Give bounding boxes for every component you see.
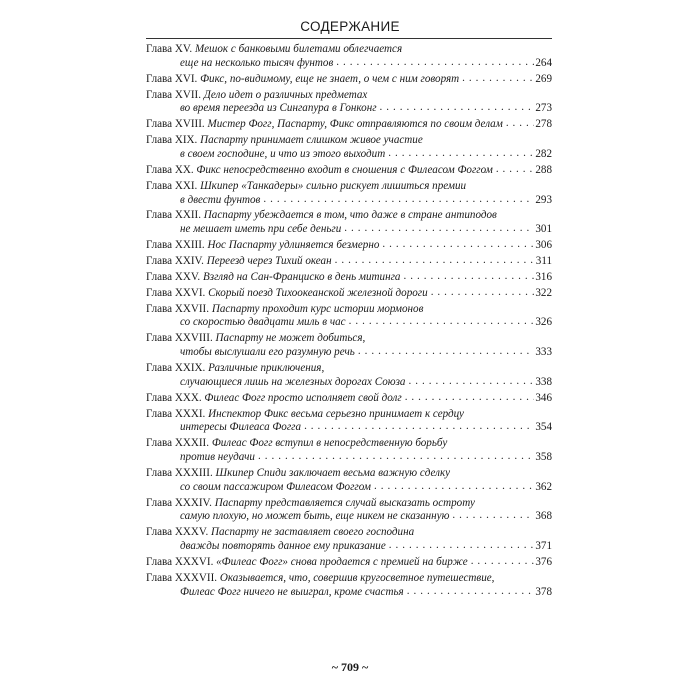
page-number: ~ 709 ~ bbox=[331, 660, 369, 674]
chapter-page-number: 293 bbox=[535, 193, 552, 206]
chapter-title: Паспарту не заставляет своего господина bbox=[211, 526, 415, 539]
dot-leader bbox=[336, 56, 534, 70]
chapter-page-number: 288 bbox=[535, 163, 552, 176]
toc-entry bbox=[146, 43, 552, 71]
toc-entry-line bbox=[146, 540, 552, 554]
toc-entry bbox=[146, 408, 552, 436]
toc-entry bbox=[146, 392, 552, 406]
chapter-label: Глава XXX. bbox=[146, 391, 202, 404]
chapter-title: Шкипер «Танкадеры» сильно рискует лишиться премии bbox=[200, 179, 467, 192]
toc-entry-line bbox=[146, 57, 552, 71]
toc-entry-line bbox=[146, 239, 552, 253]
chapter-page-number: 306 bbox=[535, 239, 552, 252]
chapter-page-number: 368 bbox=[535, 510, 552, 523]
toc-entry-line bbox=[146, 194, 552, 208]
chapter-title: случающиеся лишь на железных дорогах Союза bbox=[180, 375, 406, 388]
dot-leader bbox=[431, 286, 535, 300]
chapter-title: Мистер Фогг, Паспарту, Фикс отправляются по своим делам bbox=[207, 118, 503, 131]
chapter-page-number: 273 bbox=[535, 102, 552, 115]
toc-entry-line bbox=[146, 134, 552, 148]
toc-entry-line bbox=[146, 255, 552, 269]
dot-leader bbox=[506, 117, 535, 131]
chapter-page-number: 338 bbox=[535, 375, 552, 388]
chapter-label: Глава XXIX. bbox=[146, 362, 206, 375]
dot-leader bbox=[405, 391, 535, 405]
chapter-label: Глава XXXV. bbox=[146, 526, 209, 539]
dot-leader bbox=[258, 450, 534, 464]
toc-entry bbox=[146, 556, 552, 570]
chapter-title: Паспарту представляется случай высказать остроту bbox=[214, 496, 475, 509]
chapter-label: Глава XXI. bbox=[146, 179, 198, 192]
chapter-page-number: 378 bbox=[535, 585, 552, 598]
chapter-page-number: 264 bbox=[535, 56, 552, 69]
dot-leader bbox=[452, 509, 534, 523]
toc-entry bbox=[146, 572, 552, 600]
toc-entry-line bbox=[146, 586, 552, 600]
toc-entry-line bbox=[146, 408, 552, 422]
chapter-page-number: 362 bbox=[535, 480, 552, 493]
dot-leader bbox=[403, 270, 534, 284]
chapter-title: со скоростью двадцати миль в час bbox=[180, 316, 346, 329]
toc-entry bbox=[146, 332, 552, 360]
chapter-title: Переезд через Тихий океан bbox=[206, 255, 332, 267]
toc-entry-line bbox=[146, 362, 552, 376]
chapter-label: Глава XXXVI. bbox=[146, 556, 214, 569]
dot-leader bbox=[335, 254, 535, 268]
chapter-title: Паспарту принимает слишком живое участие bbox=[200, 134, 423, 147]
chapter-title: в двести фунтов bbox=[180, 193, 261, 206]
toc-entry bbox=[146, 467, 552, 495]
chapter-label: Глава XVII. bbox=[146, 88, 202, 101]
table-of-contents bbox=[146, 43, 552, 602]
toc-entry bbox=[146, 239, 552, 253]
dot-leader bbox=[304, 420, 534, 434]
chapter-page-number: 316 bbox=[535, 270, 552, 283]
chapter-page-number: 346 bbox=[535, 391, 552, 404]
chapter-page-number: 326 bbox=[535, 316, 552, 329]
toc-entry bbox=[146, 73, 552, 87]
chapter-label: Глава XXIV. bbox=[146, 255, 204, 267]
toc-entry-line bbox=[146, 180, 552, 194]
toc-entry-line bbox=[146, 102, 552, 116]
chapter-title: со своим пассажиром Филеасом Фоггом bbox=[180, 480, 371, 493]
chapter-title: не мешает иметь при себе деньги bbox=[180, 223, 342, 236]
dot-leader bbox=[408, 375, 534, 389]
chapter-label: Глава XXXI. bbox=[146, 407, 206, 420]
dot-leader bbox=[407, 585, 535, 599]
chapter-label: Глава XXXIII. bbox=[146, 467, 213, 479]
toc-entry-line bbox=[146, 209, 552, 223]
chapter-title: во время переезда из Сингапура в Гонконг bbox=[180, 102, 377, 115]
dot-leader bbox=[263, 193, 534, 207]
toc-entry-line bbox=[146, 118, 552, 132]
chapter-title: еще на несколько тысяч фунтов bbox=[180, 56, 334, 69]
dot-leader bbox=[496, 163, 535, 177]
toc-entry-line bbox=[146, 287, 552, 301]
toc-entry-line bbox=[146, 467, 552, 481]
dot-leader bbox=[462, 72, 534, 86]
chapter-title: Фикс непосредственно входит в сношения с Филеасом Фоггом bbox=[196, 163, 493, 176]
toc-entry bbox=[146, 134, 552, 162]
toc-entry bbox=[146, 437, 552, 465]
toc-entry bbox=[146, 271, 552, 285]
dot-leader bbox=[382, 238, 534, 252]
chapter-label: Глава XX. bbox=[146, 163, 194, 176]
dot-leader bbox=[374, 480, 534, 494]
chapter-title: дважды повторять данное ему приказание bbox=[180, 540, 386, 553]
toc-entry-line bbox=[146, 572, 552, 586]
toc-entry-line bbox=[146, 303, 552, 317]
chapter-label: Глава XXII. bbox=[146, 209, 202, 222]
chapter-label: Глава XXXII. bbox=[146, 437, 210, 450]
chapter-title: Шкипер Спиди заключает весьма важную сделку bbox=[215, 467, 451, 479]
chapter-title: Оказывается, что, совершив кругосветное путешествие, bbox=[219, 571, 495, 584]
chapter-label: Глава XXIII. bbox=[146, 239, 205, 252]
chapter-page-number: 358 bbox=[535, 451, 552, 464]
toc-entry-line bbox=[146, 526, 552, 540]
header-rule bbox=[146, 38, 552, 39]
chapter-title: Филеас Фогг просто исполняет свой долг bbox=[204, 391, 402, 404]
toc-entry-line bbox=[146, 223, 552, 237]
dot-leader bbox=[358, 345, 535, 359]
chapter-title: Нос Паспарту удлиняется безмерно bbox=[207, 239, 380, 252]
toc-entry bbox=[146, 209, 552, 237]
toc-entry bbox=[146, 362, 552, 390]
dot-leader bbox=[388, 147, 534, 161]
chapter-title: Мешок с банковыми билетами облегчается bbox=[194, 43, 403, 55]
chapter-title: Взгляд на Сан-Франциско в день митинга bbox=[203, 270, 401, 283]
toc-entry-line bbox=[146, 437, 552, 451]
chapter-title: Дело идет о различных предметах bbox=[203, 88, 368, 101]
toc-entry bbox=[146, 526, 552, 554]
chapter-label: Глава XXVI. bbox=[146, 286, 206, 299]
chapter-page-number: 371 bbox=[535, 540, 552, 553]
chapter-title: интересы Филеаса Фогга bbox=[180, 421, 302, 434]
toc-entry-line bbox=[146, 271, 552, 285]
chapter-title: против неудачи bbox=[180, 451, 255, 464]
toc-entry-line bbox=[146, 316, 552, 330]
chapter-title: Скорый поезд Тихоокеанской железной дороги bbox=[208, 286, 428, 299]
page-header: СОДЕРЖАНИЕ bbox=[300, 19, 400, 34]
chapter-title: «Филеас Фогг» снова продается с премией на бирже bbox=[216, 556, 468, 569]
chapter-label: Глава XXXIV. bbox=[146, 496, 212, 509]
toc-entry-line bbox=[146, 481, 552, 495]
toc-entry bbox=[146, 164, 552, 178]
toc-entry bbox=[146, 287, 552, 301]
chapter-title: Филеас Фогг вступил в непосредственную борьбу bbox=[211, 437, 448, 450]
chapter-label: Глава XXVII. bbox=[146, 302, 210, 315]
toc-entry-line bbox=[146, 148, 552, 162]
chapter-label: Глава XVI. bbox=[146, 72, 198, 85]
chapter-page-number: 269 bbox=[535, 72, 552, 85]
toc-entry-line bbox=[146, 392, 552, 406]
chapter-page-number: 376 bbox=[535, 556, 552, 569]
chapter-page-number: 282 bbox=[535, 147, 552, 160]
chapter-page-number: 301 bbox=[535, 223, 552, 236]
dot-leader bbox=[389, 539, 535, 553]
toc-entry bbox=[146, 303, 552, 331]
chapter-label: Глава XV. bbox=[146, 43, 193, 55]
toc-entry bbox=[146, 89, 552, 117]
toc-entry-line bbox=[146, 73, 552, 87]
toc-entry-line bbox=[146, 497, 552, 511]
toc-entry bbox=[146, 255, 552, 269]
chapter-title: в своем господине, и что из этого выходит bbox=[180, 147, 386, 160]
chapter-label: Глава XXXVII. bbox=[146, 571, 218, 584]
dot-leader bbox=[349, 315, 535, 329]
chapter-page-number: 311 bbox=[535, 255, 552, 267]
chapter-title: Паспарту не может добиться, bbox=[215, 332, 366, 345]
chapter-page-number: 354 bbox=[535, 421, 552, 434]
toc-entry-line bbox=[146, 164, 552, 178]
toc-entry-line bbox=[146, 89, 552, 103]
toc-entry-line bbox=[146, 332, 552, 346]
chapter-title: самую плохую, но может быть, еще никем не сказанную bbox=[180, 510, 450, 523]
chapter-title: Различные приключения, bbox=[208, 362, 325, 375]
chapter-title: Паспарту проходит курс истории мормонов bbox=[211, 302, 424, 315]
chapter-title: Паспарту убеждается в том, что даже в стране антиподов bbox=[203, 209, 497, 222]
toc-entry bbox=[146, 497, 552, 525]
toc-entry-line bbox=[146, 346, 552, 360]
toc-entry-line bbox=[146, 421, 552, 435]
toc-entry-line bbox=[146, 510, 552, 524]
chapter-label: Глава XVIII. bbox=[146, 118, 205, 131]
chapter-label: Глава XXV. bbox=[146, 270, 201, 283]
chapter-page-number: 333 bbox=[535, 346, 552, 359]
toc-entry-line bbox=[146, 556, 552, 570]
chapter-label: Глава XIX. bbox=[146, 134, 198, 147]
chapter-page-number: 322 bbox=[535, 286, 552, 299]
dot-leader bbox=[380, 101, 535, 115]
chapter-title: Филеас Фогг ничего не выиграл, кроме счастья bbox=[180, 585, 404, 598]
dot-leader bbox=[471, 555, 535, 569]
toc-entry bbox=[146, 118, 552, 132]
chapter-title: Инспектор Фикс весьма серьезно принимает к сердцу bbox=[208, 407, 464, 420]
toc-entry bbox=[146, 180, 552, 208]
chapter-title: чтобы выслушали его разумную речь bbox=[180, 346, 355, 359]
chapter-page-number: 278 bbox=[535, 118, 552, 131]
toc-entry-line bbox=[146, 43, 552, 57]
chapter-title: Фикс, по-видимому, еще не знает, о чем с ним говорят bbox=[200, 72, 460, 85]
dot-leader bbox=[344, 222, 534, 236]
chapter-label: Глава XXVIII. bbox=[146, 332, 213, 345]
toc-entry-line bbox=[146, 451, 552, 465]
toc-entry-line bbox=[146, 376, 552, 390]
